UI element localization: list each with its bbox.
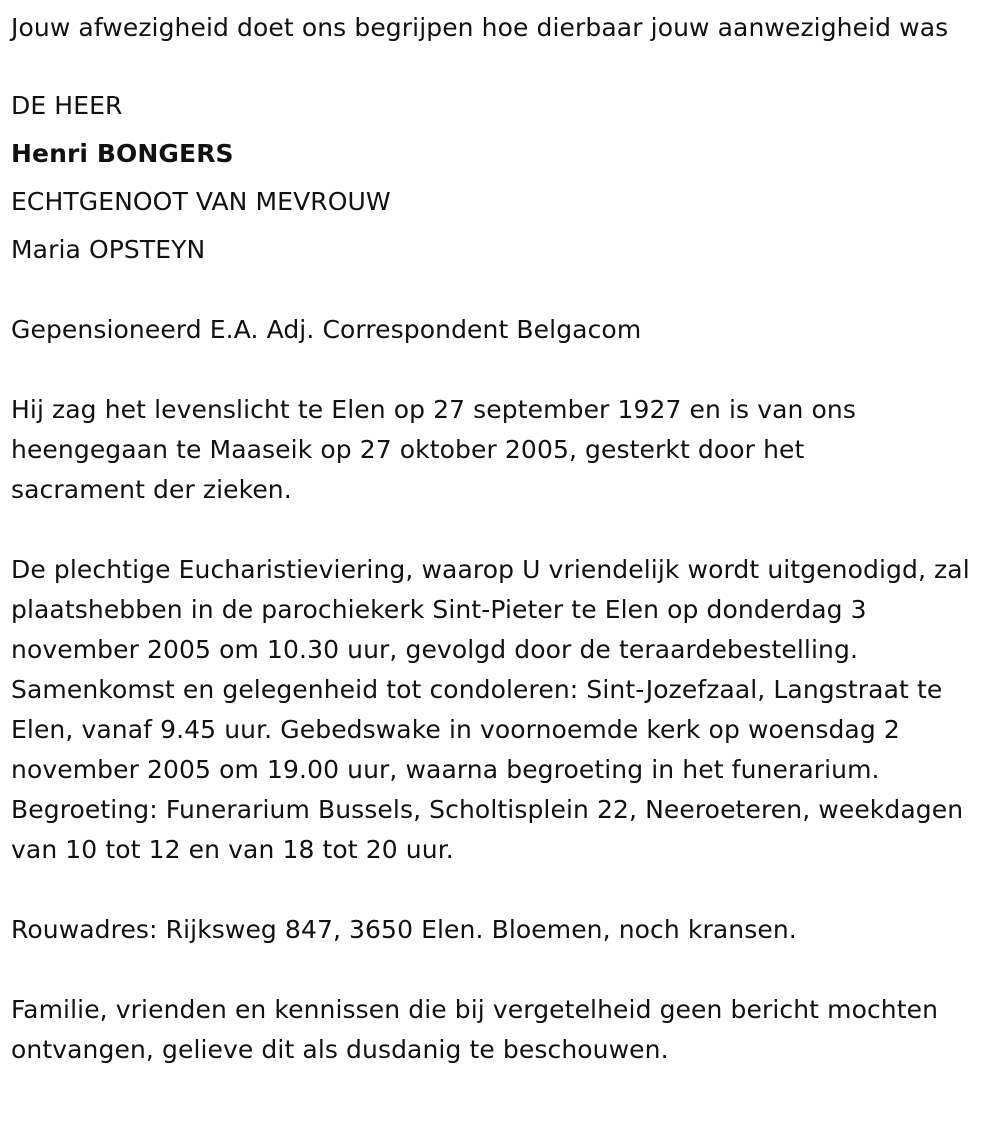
spacer — [11, 350, 996, 390]
motto-text: Jouw afwezigheid doet ons begrijpen hoe dierbaar jouw aanwezigheid was — [11, 13, 949, 42]
spacer — [11, 270, 996, 310]
occupation-text: Gepensioneerd E.A. Adj. Correspondent Belgacom — [11, 315, 642, 344]
obituary-document — [11, 8, 996, 1070]
spacer — [11, 48, 996, 88]
spacer — [11, 870, 996, 910]
birth-death-paragraph: Hij zag het levenslicht te Elen op 27 september 1927 en is van ons heengegaan te Maaseik op 27 oktober 2005, gesterkt door het sacrament der zieken. — [11, 395, 857, 504]
spacer — [11, 950, 996, 990]
spouse-prefix: ECHTGENOOT VAN MEVROUW — [11, 187, 391, 216]
spouse-name: Maria OPSTEYN — [11, 235, 206, 264]
closing-paragraph: Familie, vrienden en kennissen die bij vergetelheid geen bericht mochten ontvangen, gelieve dit als dusdanig te beschouwen. — [11, 995, 939, 1064]
address-paragraph: Rouwadres: Rijksweg 847, 3650 Elen. Bloemen, noch kransen. — [11, 915, 797, 944]
spacer — [11, 510, 996, 550]
title-prefix: DE HEER — [11, 91, 123, 120]
ceremony-paragraph: De plechtige Eucharistieviering, waarop U vriendelijk wordt uitgenodigd, zal plaatshebben in de parochiekerk Sint-Pieter te Elen op donderdag 3 november 2005 om 10.30 uur, gevolgd door de teraardebestelling. Samenkomst en gelegenheid tot condoleren: Sint-Jozefzaal, Langstraat te Elen, vanaf 9.45 uur. Gebedswake in voornoemde kerk op woensdag 2 november 2005 om 19.00 uur, waarna begroeting in het funerarium. Begroeting: Funerarium Bussels, Scholtisplein 22, Neeroeteren, weekdagen van 10 tot 12 en van 18 tot 20 uur. — [11, 555, 970, 864]
deceased-name: Henri BONGERS — [11, 139, 234, 168]
